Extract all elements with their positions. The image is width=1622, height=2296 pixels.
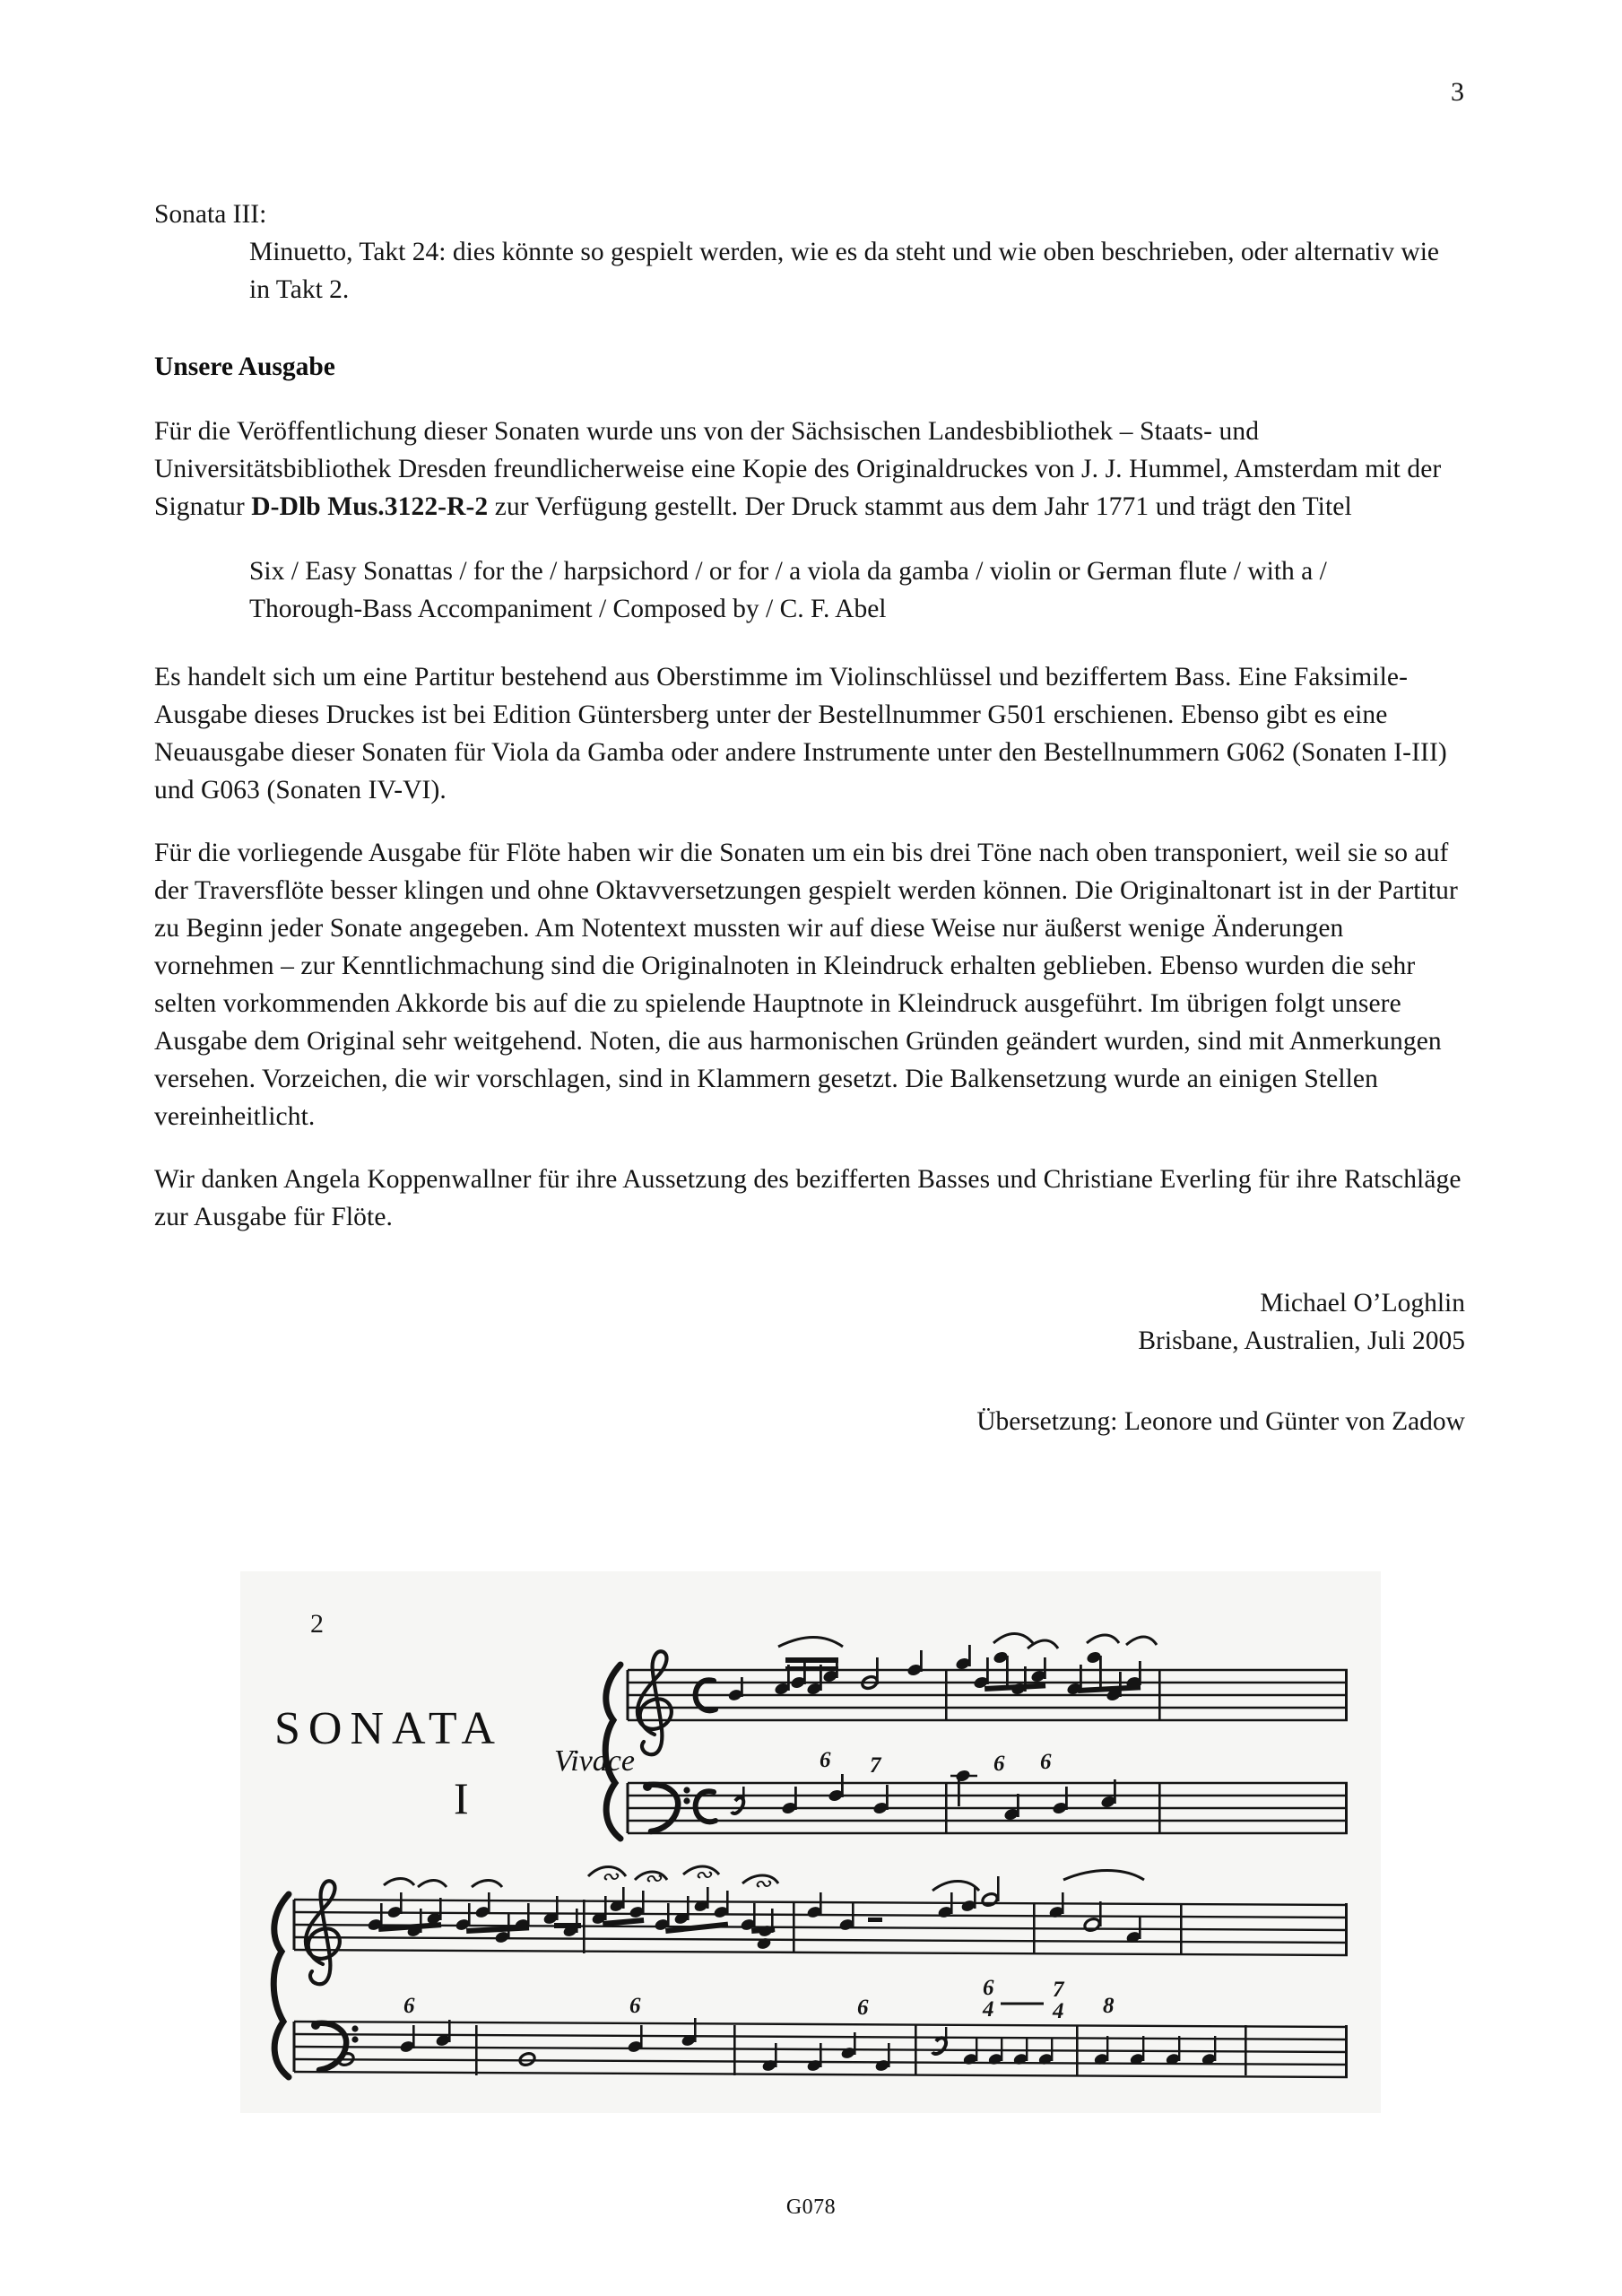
figure-1: 6 — [820, 1748, 831, 1772]
page-number: 3 — [1451, 77, 1464, 107]
original-title-quote: Six / Easy Sonattas / for the / harpsichord / or for / a viola da gamba / violin or German flute / with a / Thorough-Bass Accompaniment / Composed by / C. F. Abel — [249, 557, 1327, 623]
figure-8: 6 — [983, 1976, 994, 2000]
ornament-2: ∾ — [644, 1867, 663, 1891]
text-column — [154, 196, 1465, 1440]
signature-place-date: Brisbane, Australien, Juli 2005 — [1138, 1326, 1465, 1355]
paragraph-transposition: Für die vorliegende Ausgabe für Flöte haben wir die Sonaten um ein bis drei Töne nach oben transponiert, weil sie so auf der Traversflöte besser klingen und ohne Oktavversetzungen gespielt werden können. Die Originaltonart ist in der Partitur zu Beginn jeder Sonate angegeben. Am Notentext mussten wir auf diese Weise nur äußerst wenige Änderungen vornehmen – zur Kenntlichmachung sind die Originalnoten in Kleindruck erhalten geblieben. Ebenso wurden die sehr selten vorkommenden Akkorde bis auf die zu spielende Hauptnote in Kleindruck ausgeführt. Im übrigen folgt unsere Ausgabe dem Original sehr weitgehend. Noten, die aus harmonischen Gründen geändert wurden, sind mit Anmerkungen versehen. Vorzeichen, die wir vorschlagen, sind in Klammern gesetzt. Die Balkensetzung wurde an einigen Stellen vereinheitlicht. — [154, 839, 1458, 1131]
figure-11: 4 — [1053, 1999, 1064, 2023]
ornament-4: ∾ — [753, 1873, 772, 1896]
figure-3: 6 — [993, 1752, 1005, 1776]
signature-block — [154, 1284, 1465, 1360]
shelfmark-signature: D-Dlb Mus.3122-R-2 — [251, 492, 489, 521]
signature-author: Michael O’Loghlin — [1260, 1289, 1465, 1318]
paragraph-score-description: Es handelt sich um eine Partitur bestehend aus Oberstimme im Violinschlüssel und beziffertem Bass. Eine Faksimile-Ausgabe dieses Druckes ist bei Edition Güntersberg unter der Bestellnummer G501 erschienen. Ebenso gibt es eine Neuausgabe dieser Sonaten für Viola da Gamba oder andere Instrumente unter den Bestellnummern G062 (Sonaten I-III) und G063 (Sonaten IV-VI). — [154, 663, 1447, 804]
section-heading-unsere-ausgabe: Unsere Ausgabe — [154, 352, 335, 381]
sonata-note-line-2: oder alternativ wie in Takt 2. — [249, 238, 1440, 304]
sonata-note-body — [154, 233, 1465, 309]
music-facsimile-image — [240, 1571, 1381, 2113]
figure-12: 8 — [1103, 1994, 1115, 2018]
facsimile-title: SONATA — [274, 1703, 503, 1754]
figure-5: 6 — [403, 1994, 415, 2018]
paragraph-acknowledgements: Wir danken Angela Koppenwallner für ihre Aussetzung des bezifferten Basses und Christiane Everling für ihre Ratschläge zur Ausgabe für Flöte. — [154, 1165, 1462, 1231]
sonata-note-label: Sonata III: — [154, 200, 267, 229]
ornament-3: ∾ — [694, 1864, 713, 1887]
sonata-note-line-1: Minuetto, Takt 24: dies könnte so gespielt werden, wie es da steht und wie oben beschrieben, — [249, 238, 1235, 266]
footer-catalogue-number: G078 — [785, 2196, 837, 2219]
translation-credit: Übersetzung: Leonore und Günter von Zadow — [976, 1407, 1465, 1436]
figure-9: 4 — [983, 1997, 994, 2022]
paragraph-source-copy-part2: zur Verfügung gestellt. Der Druck stammt aus dem Jahr 1771 und trägt den Titel — [488, 492, 1352, 521]
paragraph-source-copy — [154, 413, 1465, 526]
facsimile-svg — [240, 1571, 1381, 2113]
facsimile-page-number: 2 — [310, 1609, 324, 1639]
figure-6: 6 — [629, 1994, 641, 2018]
facsimile-tempo-marking: Vivace — [554, 1744, 635, 1778]
figure-4: 6 — [1040, 1750, 1052, 1774]
facsimile-movement-number: I — [454, 1773, 469, 1823]
paragraph-source-copy-part1: Für die Veröffentlichung dieser Sonaten wurde uns von der Sächsischen Landesbibliothek – Staats- und Universitätsbibliothek Dresden freundlicherweise eine Kopie des Originaldruckes von J. J. Hummel, Amsterdam mit der Signatur — [154, 417, 1442, 521]
ornament-1: ∾ — [601, 1866, 620, 1889]
figure-7: 6 — [857, 1996, 869, 2020]
figure-10: 7 — [1053, 1978, 1064, 2002]
figure-2: 7 — [870, 1753, 881, 1778]
